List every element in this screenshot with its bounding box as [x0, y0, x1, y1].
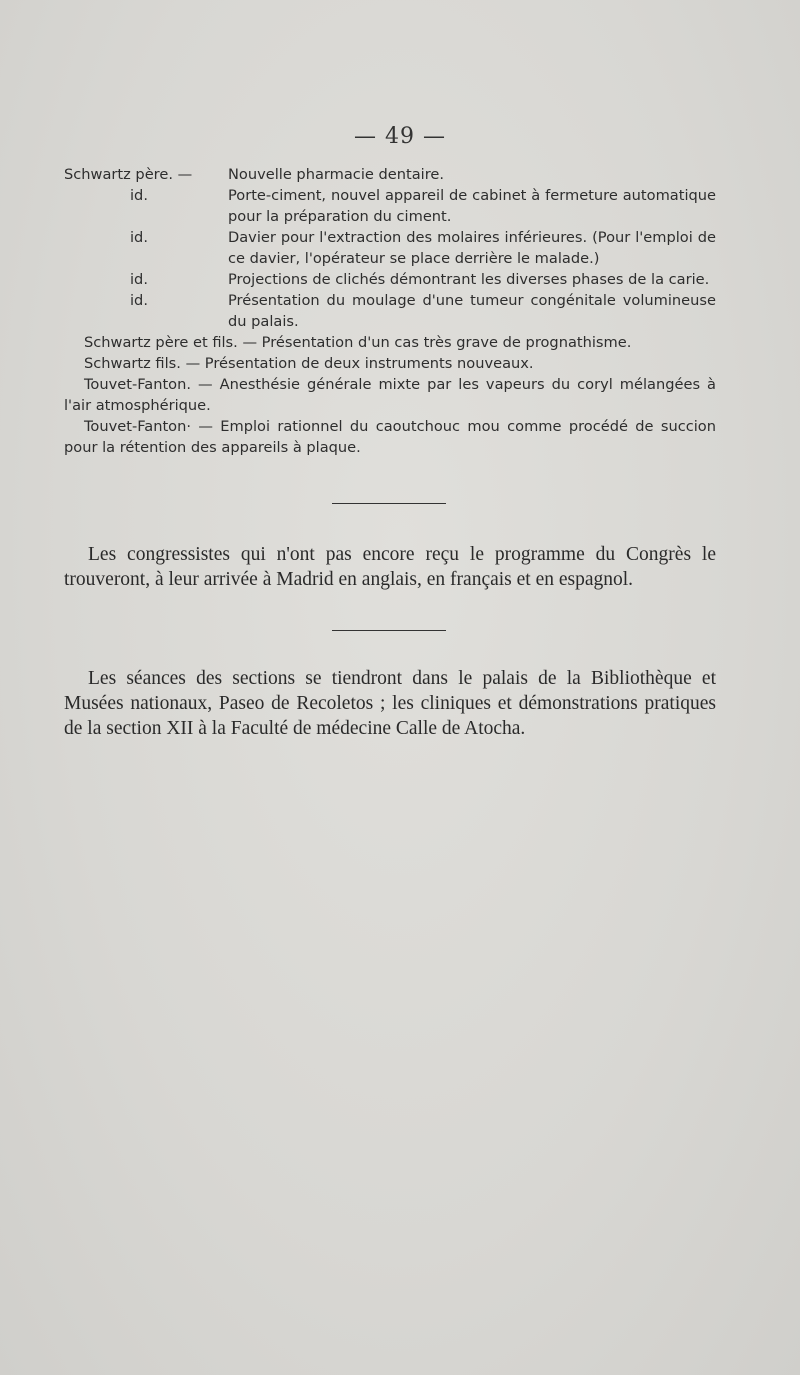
- presentation-paragraph: Schwartz fils. — Présentation de deux instruments nouveaux.: [84, 355, 534, 372]
- entry-author: id.: [130, 187, 148, 204]
- entry-author: id.: [130, 271, 148, 288]
- list-item: [64, 227, 716, 269]
- notice-paragraph: Les congressistes qui n'ont pas encore reçu le programme du Congrès le trouveront, à leur arrivée à Madrid en anglais, en français et en espagnol.: [64, 544, 716, 590]
- divider-rule: [332, 630, 446, 631]
- notice-paragraph: Les séances des sections se tiendront dans le palais de la Bibliothèque et Musées nationaux, Paseo de Recoletos ; les cliniques et démonstrations pratiques de la section XII à la Faculté de médecine Calle de Atocha.: [64, 668, 716, 739]
- entry-description: Projections de clichés démontrant les diverses phases de la carie.: [228, 271, 710, 288]
- entry-author: id.: [130, 229, 148, 246]
- entry-description: Présentation du moulage d'une tumeur congénitale volumineuse du palais.: [228, 292, 716, 330]
- presentation-paragraph: Touvet-Fanton. — Anesthésie générale mixte par les vapeurs du coryl mélangées à l'air atmosphérique.: [64, 376, 716, 414]
- presentation-paragraph: Schwartz père et fils. — Présentation d'un cas très grave de prognathisme.: [84, 334, 632, 351]
- entry-description: Porte-ciment, nouvel appareil de cabinet à fermeture automatique pour la préparation du ciment.: [228, 187, 716, 225]
- page-number: — 49 —: [354, 124, 446, 149]
- list-item: [64, 164, 716, 185]
- entry-author: Schwartz père. —: [64, 166, 193, 183]
- divider-rule: [332, 503, 446, 504]
- entry-description: Nouvelle pharmacie dentaire.: [228, 166, 444, 183]
- list-item: [64, 185, 716, 227]
- entry-description: Davier pour l'extraction des molaires inférieures. (Pour l'emploi de ce davier, l'opérateur se place derrière le malade.): [228, 229, 716, 267]
- list-item: [64, 290, 716, 332]
- entry-author: id.: [130, 292, 148, 309]
- exhibit-list: [64, 164, 716, 458]
- list-item: [64, 269, 716, 290]
- presentation-paragraph: Touvet-Fanton· — Emploi rationnel du caoutchouc mou comme procédé de succion pour la rétention des appareils à plaque.: [64, 418, 716, 456]
